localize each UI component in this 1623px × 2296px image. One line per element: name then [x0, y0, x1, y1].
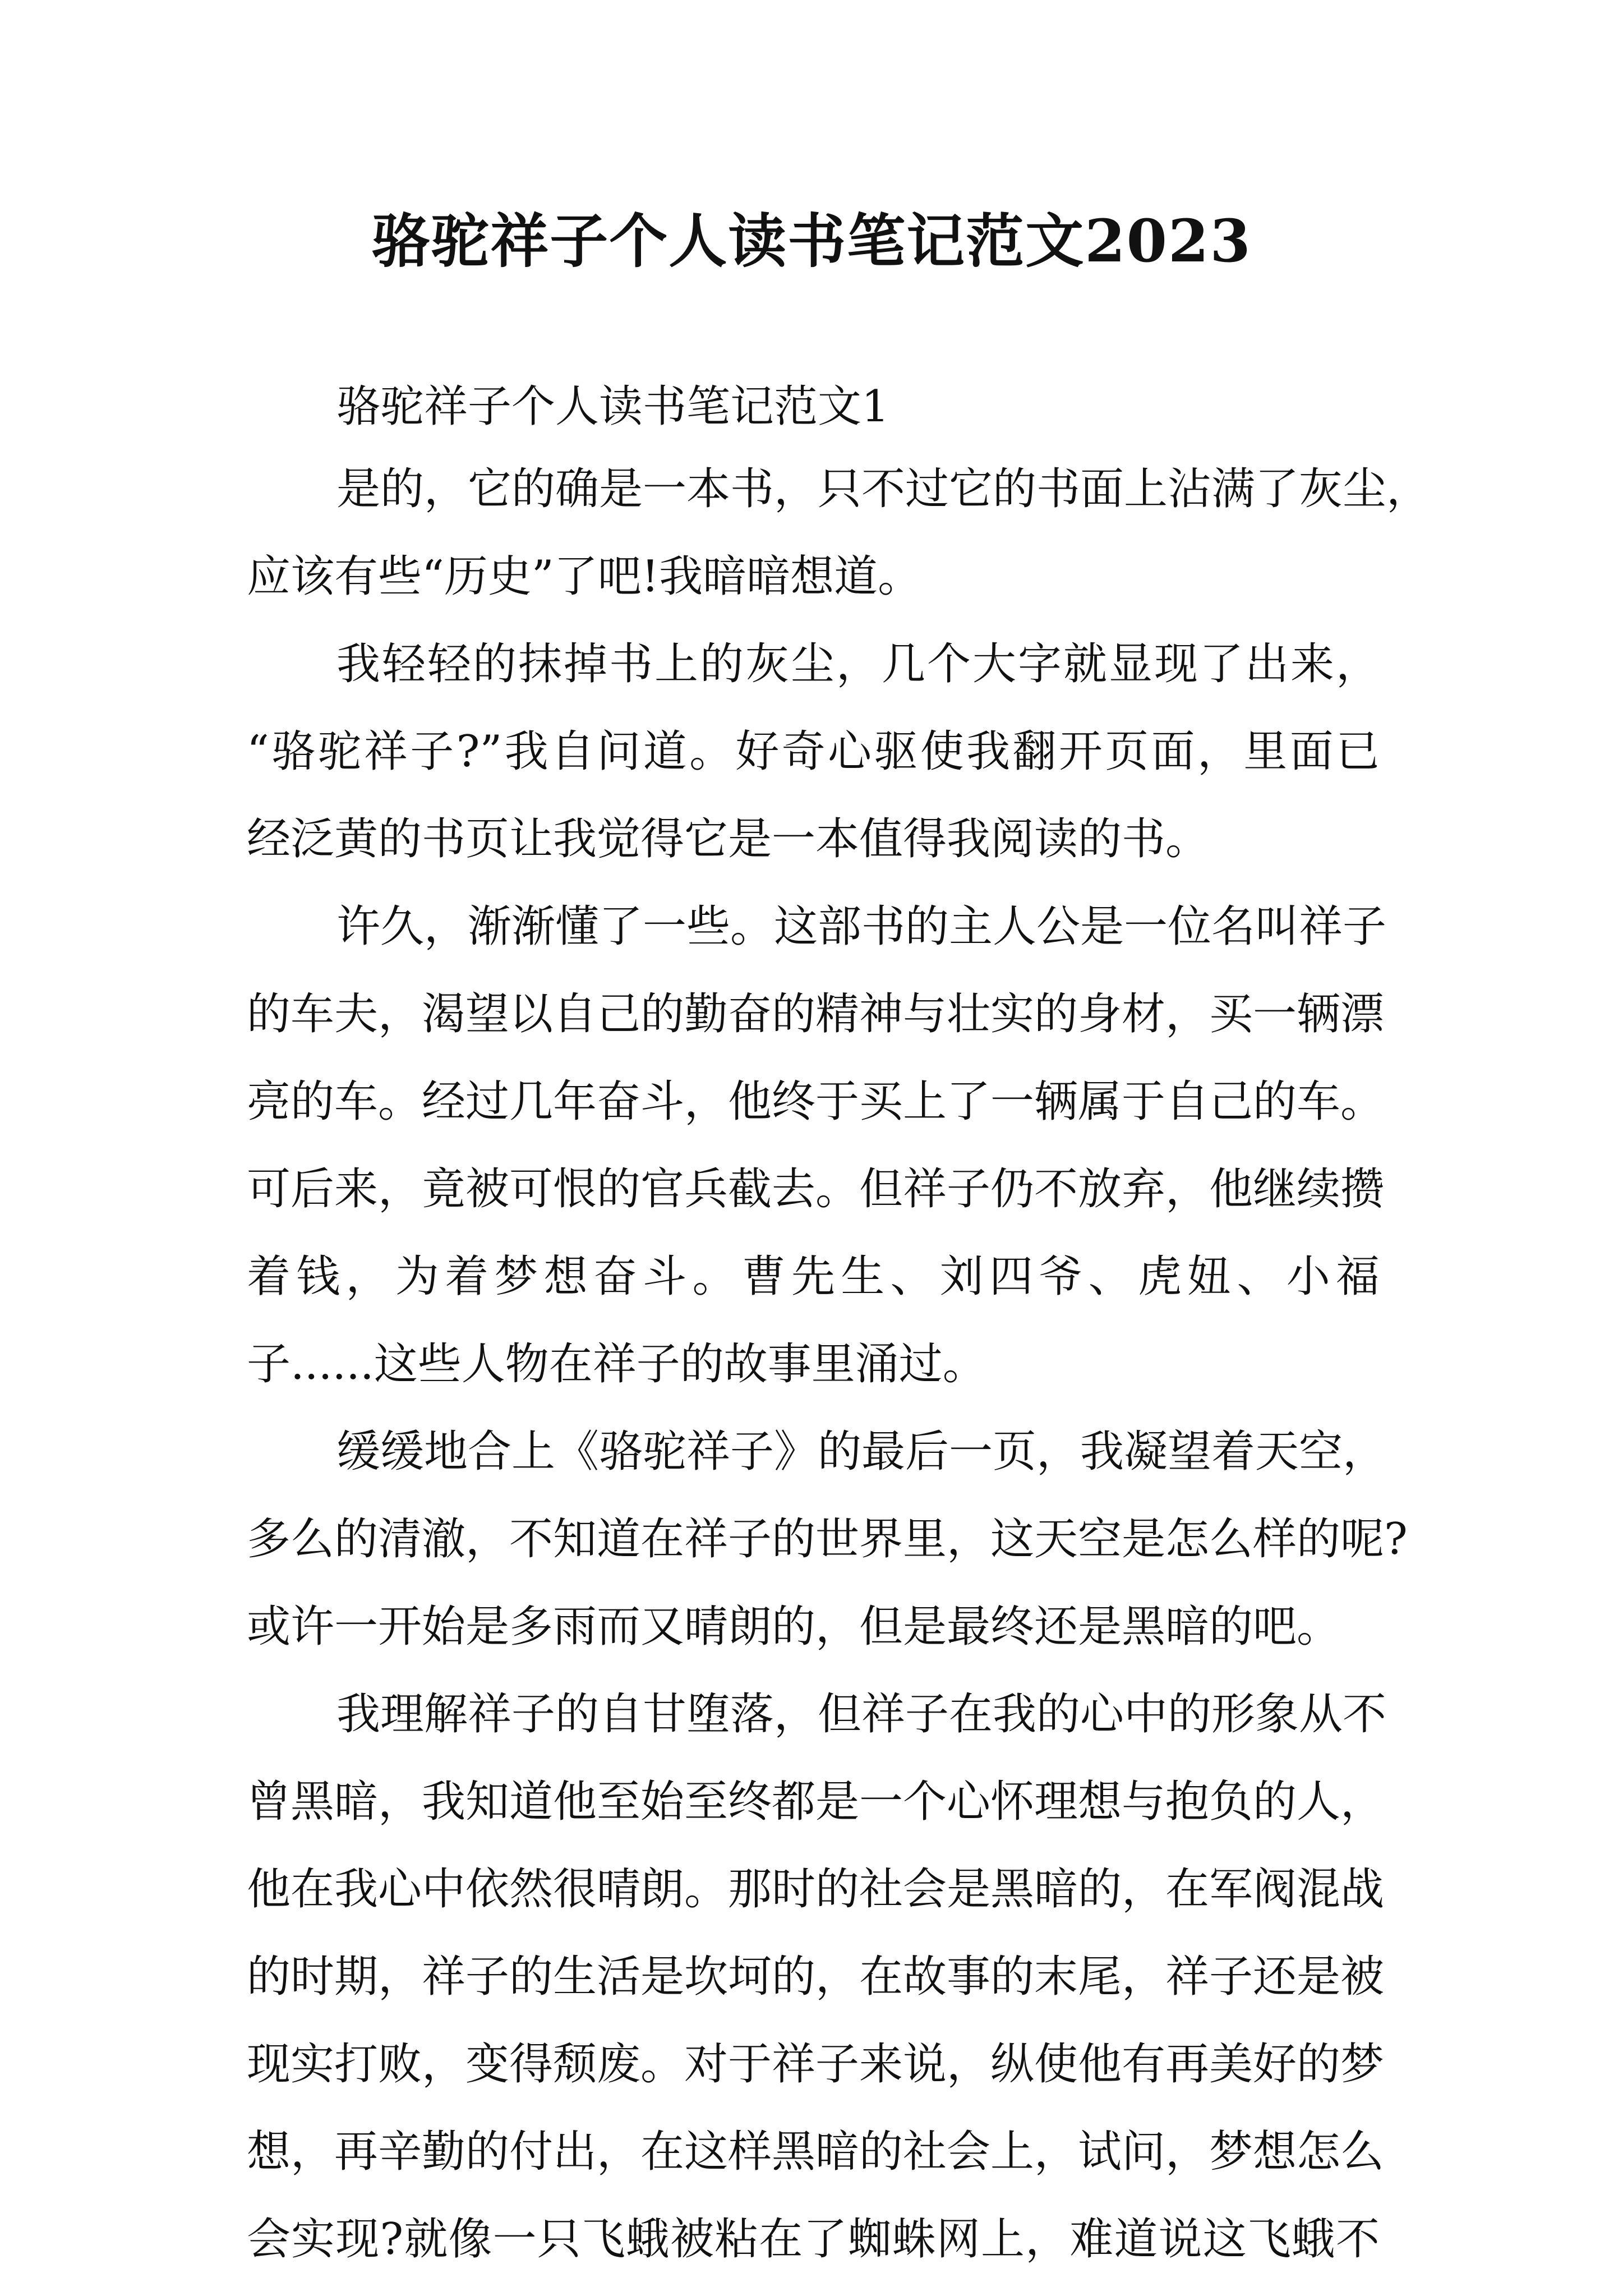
paragraph-line: 我轻轻的抹掉书上的灰尘，几个大字就显现了出来， — [336, 639, 1380, 689]
paragraph-line: 着钱，为着梦想奋斗。曹先生、刘四爷、虎妞、小福 — [247, 1251, 1380, 1302]
paragraph-line: 会实现?就像一只飞蛾被粘在了蜘蛛网上，难道说这飞蛾不 — [247, 2214, 1380, 2265]
paragraph-line: 想，再辛勤的付出，在这样黑暗的社会上，试问，梦想怎么 — [247, 2127, 1385, 2177]
paragraph-line: 许久，渐渐懂了一些。这部书的主人公是一位名叫祥子 — [336, 901, 1387, 952]
paragraph-line: 他在我心中依然很晴朗。那时的社会是黑暗的，在军阀混战 — [247, 1864, 1385, 1915]
document-title: 骆驼祥子个人读书笔记范文2023 — [371, 206, 1252, 275]
paragraph-4 — [247, 1408, 1408, 1671]
paragraph-5 — [247, 1671, 1387, 2283]
paragraph-line: 经泛黄的书页让我觉得它是一本值得我阅读的书。 — [247, 814, 1210, 864]
paragraph-3 — [247, 883, 1387, 1408]
paragraph-line: 多么的清澈，不知道在祥子的世界里，这天空是怎么样的呢? — [247, 1514, 1408, 1565]
paragraph-line: 应该有些“历史”了吧!我暗暗想道。 — [247, 551, 922, 602]
paragraph-1 — [247, 445, 1431, 620]
paragraph-line: 或许一开始是多雨而又晴朗的，但是最终还是黑暗的吧。 — [247, 1602, 1341, 1652]
paragraph-line: 我理解祥子的自甘堕落，但祥子在我的心中的形象从不 — [336, 1689, 1387, 1740]
paragraph-line: 子......这些人物在祥子的故事里涌过。 — [247, 1339, 986, 1389]
paragraph-line: “骆驼祥子?”我自问道。好奇心驱使我翻开页面，里面已 — [247, 726, 1380, 777]
paragraph-line: 的时期，祥子的生活是坎坷的，在故事的末尾，祥子还是被 — [247, 1952, 1385, 2002]
paragraph-line: 亮的车。经过几年奋斗，他终于买上了一辆属于自己的车。 — [247, 1076, 1385, 1127]
paragraph-line: 现实打败，变得颓废。对于祥子来说，纵使他有再美好的梦 — [247, 2039, 1385, 2090]
section-heading: 骆驼祥子个人读书笔记范文1 — [336, 381, 889, 432]
paragraph-2 — [247, 620, 1380, 883]
paragraph-line: 的车夫，渴望以自己的勤奋的精神与壮实的身材，买一辆漂 — [247, 989, 1385, 1039]
paragraph-line: 是的，它的确是一本书，只不过它的书面上沾满了灰尘， — [336, 464, 1431, 514]
paragraph-line: 缓缓地合上《骆驼祥子》的最后一页，我凝望着天空， — [336, 1427, 1387, 1477]
paragraph-line: 曾黑暗，我知道他至始至终都是一个心怀理想与抱负的人， — [247, 1777, 1385, 1827]
paragraph-line: 可后来，竟被可恨的官兵截去。但祥子仍不放弃，他继续攒 — [247, 1164, 1385, 1214]
